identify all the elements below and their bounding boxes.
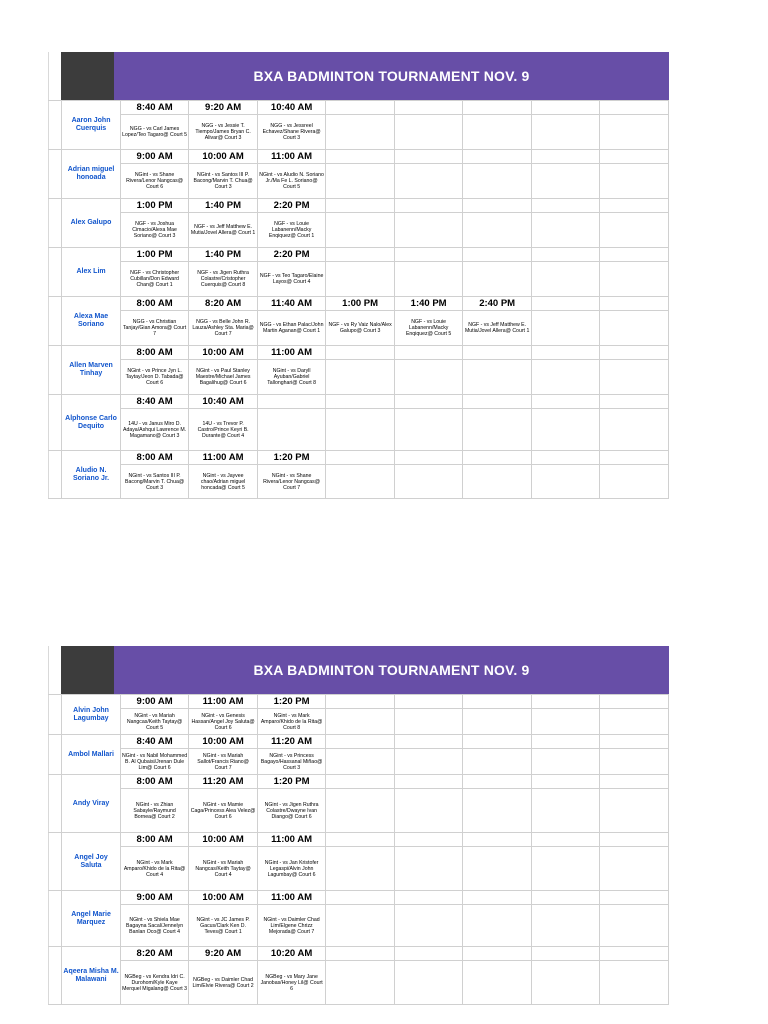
match-cell[interactable]: NGint - vs Princess Bagayo/Hassanal Miñao@ Court 3: [257, 749, 326, 775]
match-cell[interactable]: [531, 709, 600, 735]
time-row: [49, 947, 669, 961]
time-cell[interactable]: 10:00 AM: [189, 891, 258, 905]
match-cell[interactable]: [463, 465, 532, 499]
match-cell[interactable]: [394, 115, 463, 150]
player-name[interactable]: Aqeera Misha M. Malawani: [62, 947, 121, 1005]
match-cell[interactable]: [600, 465, 669, 499]
match-cell[interactable]: [394, 360, 463, 395]
time-cell[interactable]: [600, 833, 669, 847]
row-gutter: [49, 775, 62, 833]
match-cell[interactable]: [463, 789, 532, 833]
time-cell[interactable]: [600, 775, 669, 789]
time-cell[interactable]: [326, 775, 395, 789]
player-name[interactable]: Angel Joy Saluta: [62, 833, 121, 891]
time-cell[interactable]: [326, 891, 395, 905]
match-cell[interactable]: NGint - vs Jayvee chao/Adrian miguel honcada@ Court 5: [189, 465, 258, 499]
time-cell[interactable]: [531, 150, 600, 164]
match-cell[interactable]: [600, 311, 669, 346]
match-row: [49, 465, 669, 499]
match-cell[interactable]: NGint - vs Mariah Nangcas/Keith Taytay@ Court 4: [189, 847, 258, 891]
time-cell[interactable]: 8:40 AM: [120, 395, 189, 409]
time-cell[interactable]: [600, 346, 669, 360]
match-cell[interactable]: [394, 213, 463, 248]
time-cell[interactable]: 1:40 PM: [394, 297, 463, 311]
time-cell[interactable]: [394, 150, 463, 164]
match-cell[interactable]: NGF - vs Ry Vaiz Nalo/Alex Galupo@ Court 3: [326, 311, 395, 346]
time-cell[interactable]: [394, 199, 463, 213]
player-name[interactable]: Allen Marven Tinhay: [62, 346, 121, 395]
header-corner: [61, 646, 114, 694]
match-cell[interactable]: [394, 262, 463, 297]
match-cell[interactable]: NGint - vs Nabil Mohammed B. Al Qubaisi/Jrenan Dule Lim@ Court 6: [120, 749, 189, 775]
row-gutter: [49, 891, 62, 947]
match-cell[interactable]: NGint - vs Mark Amparo/Khido de la Rita@ Court 8: [257, 709, 326, 735]
match-row: [49, 749, 669, 775]
time-cell[interactable]: 10:20 AM: [257, 947, 326, 961]
match-cell[interactable]: [531, 164, 600, 199]
row-gutter: [49, 735, 62, 775]
time-cell[interactable]: [326, 101, 395, 115]
match-cell[interactable]: NGint - vs Mamie Caga/Princess Alea Velez@ Court 6: [189, 789, 258, 833]
time-cell[interactable]: [463, 695, 532, 709]
match-cell[interactable]: NGint - vs Daryll Ayuban/Gabriel Tallonghari@ Court 8: [257, 360, 326, 395]
time-cell[interactable]: 11:00 AM: [257, 150, 326, 164]
match-cell[interactable]: [531, 311, 600, 346]
match-cell[interactable]: [394, 847, 463, 891]
match-row: [49, 164, 669, 199]
time-cell[interactable]: [326, 451, 395, 465]
match-cell[interactable]: [326, 115, 395, 150]
time-cell[interactable]: 9:00 AM: [120, 150, 189, 164]
time-cell[interactable]: [600, 150, 669, 164]
match-cell[interactable]: NGint - vs Shiela Mae Bagayna Sacal/Jennelyn Banlan Oco@ Court 4: [120, 905, 189, 947]
time-cell[interactable]: [463, 346, 532, 360]
match-row: [49, 360, 669, 395]
row-gutter: [49, 248, 62, 297]
match-cell[interactable]: [394, 961, 463, 1005]
time-cell[interactable]: 8:40 AM: [120, 735, 189, 749]
time-cell[interactable]: [394, 947, 463, 961]
row-gutter: [49, 695, 62, 735]
time-cell[interactable]: [326, 735, 395, 749]
time-row: [49, 150, 669, 164]
match-cell[interactable]: 14U - vs Trevor P. Castro/Prince Keyri B. Durante@ Court 4: [189, 409, 258, 451]
match-cell[interactable]: [531, 409, 600, 451]
time-row: [49, 297, 669, 311]
time-cell[interactable]: [463, 891, 532, 905]
time-cell[interactable]: [394, 451, 463, 465]
match-cell[interactable]: NGint - vs Paul Stanley Maestre/Michael James Bagalihug@ Court 6: [189, 360, 258, 395]
time-cell[interactable]: 11:20 AM: [257, 735, 326, 749]
time-row: [49, 833, 669, 847]
time-cell[interactable]: [600, 451, 669, 465]
time-cell[interactable]: 10:00 AM: [189, 735, 258, 749]
match-cell[interactable]: NGint - vs Santos III P. Bacong/Marvin T. Chua@ Court 3: [120, 465, 189, 499]
match-cell[interactable]: [463, 961, 532, 1005]
time-cell[interactable]: 8:00 AM: [120, 833, 189, 847]
time-cell[interactable]: [326, 199, 395, 213]
match-cell[interactable]: [531, 961, 600, 1005]
row-gutter: [49, 346, 62, 395]
match-cell[interactable]: [600, 115, 669, 150]
row-gutter: [49, 199, 62, 248]
time-cell[interactable]: [463, 395, 532, 409]
match-cell[interactable]: [463, 905, 532, 947]
match-cell[interactable]: NGint - vs Aludio N. Soriano Jr./Ma Fe L. Soriano@ Court 5: [257, 164, 326, 199]
match-row: [49, 847, 669, 891]
time-cell[interactable]: [531, 346, 600, 360]
match-cell[interactable]: NGF - vs Joshua Cimacio/Alexa Mae Soriano@ Court 3: [120, 213, 189, 248]
match-cell[interactable]: [600, 360, 669, 395]
match-cell[interactable]: NGint - vs Zhian Sabayle/Raymund Bornea@ Court 2: [120, 789, 189, 833]
match-cell[interactable]: NGint - vs Jan Kristofer Legaspi/Alvin John Lagumbay@ Court 6: [257, 847, 326, 891]
match-cell[interactable]: [326, 164, 395, 199]
time-cell[interactable]: 8:00 AM: [120, 346, 189, 360]
match-cell[interactable]: [531, 213, 600, 248]
time-cell[interactable]: 10:00 AM: [189, 833, 258, 847]
time-cell[interactable]: [463, 150, 532, 164]
match-cell[interactable]: [531, 360, 600, 395]
sheet-header: [48, 52, 669, 100]
row-gutter: [48, 52, 61, 100]
match-cell[interactable]: [600, 262, 669, 297]
time-cell[interactable]: [326, 833, 395, 847]
match-cell[interactable]: [463, 115, 532, 150]
match-cell[interactable]: NGG - vs Jessreel Echavez/Shane Rivera@ Court 3: [257, 115, 326, 150]
time-cell[interactable]: 1:20 PM: [257, 695, 326, 709]
time-cell[interactable]: 1:40 PM: [189, 248, 258, 262]
match-cell[interactable]: [394, 749, 463, 775]
time-cell[interactable]: [463, 775, 532, 789]
time-cell[interactable]: [463, 451, 532, 465]
header-corner: [61, 52, 114, 100]
match-row: [49, 115, 669, 150]
match-cell[interactable]: NGint - vs Santos III P. Bacong/Marvin T. Chua@ Court 3: [189, 164, 258, 199]
time-cell[interactable]: [326, 150, 395, 164]
match-cell[interactable]: [600, 164, 669, 199]
time-cell[interactable]: [531, 297, 600, 311]
time-cell[interactable]: [463, 947, 532, 961]
time-cell[interactable]: [394, 101, 463, 115]
time-row: [49, 199, 669, 213]
player-name[interactable]: Adrian miguel honoada: [62, 150, 121, 199]
time-cell[interactable]: [531, 248, 600, 262]
match-cell[interactable]: NGint - vs Genesis Hassan/Angel Joy Saluta@ Court 6: [189, 709, 258, 735]
time-cell[interactable]: [600, 101, 669, 115]
time-cell[interactable]: [326, 248, 395, 262]
time-cell[interactable]: 11:20 AM: [189, 775, 258, 789]
time-cell[interactable]: [600, 248, 669, 262]
match-cell[interactable]: NGF - vs Jeff Matthew E. Mutia/Jovel Allera@ Court 1: [463, 311, 532, 346]
time-cell[interactable]: 8:00 AM: [120, 775, 189, 789]
match-row: [49, 409, 669, 451]
player-name[interactable]: Alexa Mae Soriano: [62, 297, 121, 346]
time-cell[interactable]: [600, 695, 669, 709]
match-cell[interactable]: NGBeg - vs Mary Jane Janobas/Honey Lil@ Court 6: [257, 961, 326, 1005]
time-cell[interactable]: [531, 695, 600, 709]
match-cell[interactable]: [600, 709, 669, 735]
match-cell[interactable]: NGF - vs Christopher Cubillan/Don Edward Chan@ Court 1: [120, 262, 189, 297]
time-cell[interactable]: [531, 451, 600, 465]
time-cell[interactable]: [326, 346, 395, 360]
match-cell[interactable]: [600, 961, 669, 1005]
match-cell[interactable]: NGint - vs Mariah Sallot/Francis Riano@ Court 7: [189, 749, 258, 775]
time-cell[interactable]: [326, 947, 395, 961]
match-cell[interactable]: [257, 409, 326, 451]
time-cell[interactable]: 11:00 AM: [257, 346, 326, 360]
time-cell[interactable]: [600, 891, 669, 905]
time-cell[interactable]: [463, 248, 532, 262]
match-row: [49, 789, 669, 833]
match-cell[interactable]: [463, 262, 532, 297]
time-row: [49, 695, 669, 709]
match-cell[interactable]: NGint - vs Mariah Nangcas/Keith Taytay@ Court 5: [120, 709, 189, 735]
time-cell[interactable]: [600, 395, 669, 409]
match-cell[interactable]: [394, 409, 463, 451]
match-cell[interactable]: NGint - vs Prince Jyn L. Taytay/Jeon D. Tabada@ Court 6: [120, 360, 189, 395]
time-cell[interactable]: [463, 735, 532, 749]
time-cell[interactable]: [463, 199, 532, 213]
time-cell[interactable]: [394, 891, 463, 905]
time-row: [49, 891, 669, 905]
time-cell[interactable]: 9:00 AM: [120, 695, 189, 709]
schedule-sheet-1: [48, 52, 669, 499]
time-cell[interactable]: [531, 101, 600, 115]
match-row: [49, 262, 669, 297]
time-cell[interactable]: 11:40 AM: [257, 297, 326, 311]
time-cell[interactable]: 1:20 PM: [257, 775, 326, 789]
row-gutter: [49, 297, 62, 346]
row-gutter: [49, 833, 62, 891]
row-gutter: [49, 947, 62, 1005]
match-cell[interactable]: NGint - vs Daimler Chad Lim/Elgene Chrizz Mejorada@ Court 7: [257, 905, 326, 947]
match-cell[interactable]: [394, 164, 463, 199]
tournament-title: BXA BADMINTON TOURNAMENT NOV. 9: [114, 646, 669, 694]
match-cell[interactable]: [326, 789, 395, 833]
schedule-sheet-2: [48, 646, 669, 1005]
match-cell[interactable]: NGF - vs Louie Labanenn/Macky Enqiquez@ Court 1: [257, 213, 326, 248]
time-cell[interactable]: [531, 891, 600, 905]
match-row: [49, 709, 669, 735]
time-cell[interactable]: 1:40 PM: [189, 199, 258, 213]
player-name[interactable]: Alex Galupo: [62, 199, 121, 248]
row-gutter: [49, 395, 62, 451]
time-cell[interactable]: [394, 775, 463, 789]
time-row: [49, 101, 669, 115]
time-cell[interactable]: [531, 199, 600, 213]
time-cell[interactable]: 10:40 AM: [257, 101, 326, 115]
match-cell[interactable]: [394, 709, 463, 735]
player-name[interactable]: Ambol Mallari: [62, 735, 121, 775]
match-cell[interactable]: [531, 847, 600, 891]
time-cell[interactable]: 9:00 AM: [120, 891, 189, 905]
time-cell[interactable]: [531, 735, 600, 749]
time-cell[interactable]: 1:00 PM: [120, 248, 189, 262]
player-name[interactable]: Aaron John Cuerquis: [62, 101, 121, 150]
player-name[interactable]: Alvin John Lagumbay: [62, 695, 121, 735]
time-cell[interactable]: [326, 695, 395, 709]
match-cell[interactable]: [600, 847, 669, 891]
match-cell[interactable]: NGBeg - vs Daimler Chad Lim/Elvie Rivera@ Court 2: [189, 961, 258, 1005]
match-cell[interactable]: NGBeg - vs Kendra Idri C. Durohom/Kyle Kaye Merquel Migalang@ Court 3: [120, 961, 189, 1005]
match-cell[interactable]: [463, 709, 532, 735]
time-cell[interactable]: [394, 695, 463, 709]
match-cell[interactable]: [326, 465, 395, 499]
time-cell[interactable]: 10:40 AM: [189, 395, 258, 409]
time-cell[interactable]: 11:00 AM: [189, 695, 258, 709]
time-cell[interactable]: [326, 395, 395, 409]
match-cell[interactable]: NGint - vs Shane Rivera/Lenor Nangcas@ Court 7: [257, 465, 326, 499]
match-cell[interactable]: [326, 360, 395, 395]
match-cell[interactable]: NGF - vs Jigen Ruthra Colastre/Cristopher Cuerquis@ Court 8: [189, 262, 258, 297]
time-cell[interactable]: [394, 735, 463, 749]
match-cell[interactable]: NGG - vs Belle John R. Lauza/Ashley Sta. Maria@ Court 7: [189, 311, 258, 346]
match-cell[interactable]: NGF - vs Louie Labanenn/Macky Enqiquez@ Court 5: [394, 311, 463, 346]
match-row: [49, 905, 669, 947]
match-cell[interactable]: [394, 465, 463, 499]
match-cell[interactable]: [531, 115, 600, 150]
match-cell[interactable]: [463, 749, 532, 775]
time-row: [49, 735, 669, 749]
match-cell[interactable]: [531, 465, 600, 499]
time-cell[interactable]: [600, 947, 669, 961]
time-cell[interactable]: [394, 395, 463, 409]
match-cell[interactable]: NGG - vs Jessie T. Tiempo/James Bryan C. Alivar@ Court 3: [189, 115, 258, 150]
time-cell[interactable]: 8:40 AM: [120, 101, 189, 115]
player-name[interactable]: Andy Viray: [62, 775, 121, 833]
time-cell[interactable]: [257, 395, 326, 409]
match-cell[interactable]: [600, 905, 669, 947]
time-row: [49, 775, 669, 789]
time-cell[interactable]: 1:20 PM: [257, 451, 326, 465]
match-cell[interactable]: [326, 409, 395, 451]
match-cell[interactable]: NGint - vs Mark Amparo/Khido de la Rita@ Court 4: [120, 847, 189, 891]
time-row: [49, 451, 669, 465]
time-cell[interactable]: 8:00 AM: [120, 297, 189, 311]
time-cell[interactable]: [600, 297, 669, 311]
row-gutter: [49, 451, 62, 499]
time-cell[interactable]: 10:00 AM: [189, 346, 258, 360]
time-cell[interactable]: 10:00 AM: [189, 150, 258, 164]
match-cell[interactable]: NGF - vs Jeff Matthew E. Mutia/Jovel Allera@ Court 1: [189, 213, 258, 248]
match-cell[interactable]: [463, 409, 532, 451]
match-cell[interactable]: NGint - vs Jigen Ruthra Colastre/Dwayne Ivan Diango@ Court 6: [257, 789, 326, 833]
match-cell[interactable]: [463, 213, 532, 248]
row-gutter: [49, 101, 62, 150]
time-cell[interactable]: 8:00 AM: [120, 451, 189, 465]
time-cell[interactable]: 1:00 PM: [120, 199, 189, 213]
tournament-title: BXA BADMINTON TOURNAMENT NOV. 9: [114, 52, 669, 100]
match-row: [49, 213, 669, 248]
match-cell[interactable]: NGF - vs Teo Tagaro/Elaine Layos@ Court 4: [257, 262, 326, 297]
match-cell[interactable]: [463, 164, 532, 199]
match-cell[interactable]: [326, 961, 395, 1005]
time-cell[interactable]: 9:20 AM: [189, 101, 258, 115]
player-name[interactable]: Aludio N. Soriano Jr.: [62, 451, 121, 499]
time-cell[interactable]: 8:20 AM: [120, 947, 189, 961]
match-cell[interactable]: [531, 262, 600, 297]
match-cell[interactable]: NGG - vs Carl James Lopez/Teo Tagaro@ Court 5: [120, 115, 189, 150]
time-cell[interactable]: 8:20 AM: [189, 297, 258, 311]
time-cell[interactable]: [600, 735, 669, 749]
player-name[interactable]: Alphonse Carlo Dequito: [62, 395, 121, 451]
match-cell[interactable]: [531, 749, 600, 775]
player-name[interactable]: Alex Lim: [62, 248, 121, 297]
time-cell[interactable]: 11:00 AM: [257, 891, 326, 905]
match-row: [49, 961, 669, 1005]
time-cell[interactable]: [394, 346, 463, 360]
time-cell[interactable]: 2:20 PM: [257, 199, 326, 213]
sheet-header: [48, 646, 669, 694]
match-cell[interactable]: [463, 847, 532, 891]
row-gutter: [49, 150, 62, 199]
match-cell[interactable]: [394, 789, 463, 833]
match-cell[interactable]: NGint - vs JC James P. Gacus/Clark Ken D. Teves@ Court 1: [189, 905, 258, 947]
match-cell[interactable]: [326, 905, 395, 947]
match-cell[interactable]: [326, 213, 395, 248]
time-row: [49, 346, 669, 360]
match-cell[interactable]: [600, 213, 669, 248]
time-cell[interactable]: 11:00 AM: [257, 833, 326, 847]
row-gutter: [48, 646, 61, 694]
player-name[interactable]: Angel Marie Marquez: [62, 891, 121, 947]
match-cell[interactable]: [394, 905, 463, 947]
match-cell[interactable]: NGint - vs Shane Rivera/Lenor Nangcas@ Court 6: [120, 164, 189, 199]
time-cell[interactable]: [463, 833, 532, 847]
match-cell[interactable]: [600, 409, 669, 451]
time-cell[interactable]: [394, 248, 463, 262]
time-cell[interactable]: [463, 101, 532, 115]
time-cell[interactable]: 2:40 PM: [463, 297, 532, 311]
match-cell[interactable]: [326, 847, 395, 891]
time-cell[interactable]: 9:20 AM: [189, 947, 258, 961]
time-cell[interactable]: 11:00 AM: [189, 451, 258, 465]
match-cell[interactable]: NGG - vs Christian Tanjay/Gian Amora@ Court 7: [120, 311, 189, 346]
time-cell[interactable]: [600, 199, 669, 213]
match-cell[interactable]: [326, 749, 395, 775]
time-cell[interactable]: [531, 395, 600, 409]
time-cell[interactable]: [531, 833, 600, 847]
schedule-table: [48, 694, 669, 1005]
time-cell[interactable]: 1:00 PM: [326, 297, 395, 311]
time-cell[interactable]: [394, 833, 463, 847]
match-cell[interactable]: [531, 905, 600, 947]
time-row: [49, 395, 669, 409]
match-row: [49, 311, 669, 346]
match-cell[interactable]: [531, 789, 600, 833]
match-cell[interactable]: [326, 709, 395, 735]
match-cell[interactable]: [463, 360, 532, 395]
time-cell[interactable]: [531, 775, 600, 789]
match-cell[interactable]: [600, 789, 669, 833]
schedule-table: [48, 100, 669, 499]
match-cell[interactable]: NGG - vs Ethan Palac/John Martin Aganan@ Court 1: [257, 311, 326, 346]
time-cell[interactable]: [531, 947, 600, 961]
time-cell[interactable]: 2:20 PM: [257, 248, 326, 262]
time-row: [49, 248, 669, 262]
match-cell[interactable]: [326, 262, 395, 297]
match-cell[interactable]: 14U - vs Janus Miro D. Adaya/Ashqui Lawrence M. Magamano@ Court 3: [120, 409, 189, 451]
match-cell[interactable]: [600, 749, 669, 775]
